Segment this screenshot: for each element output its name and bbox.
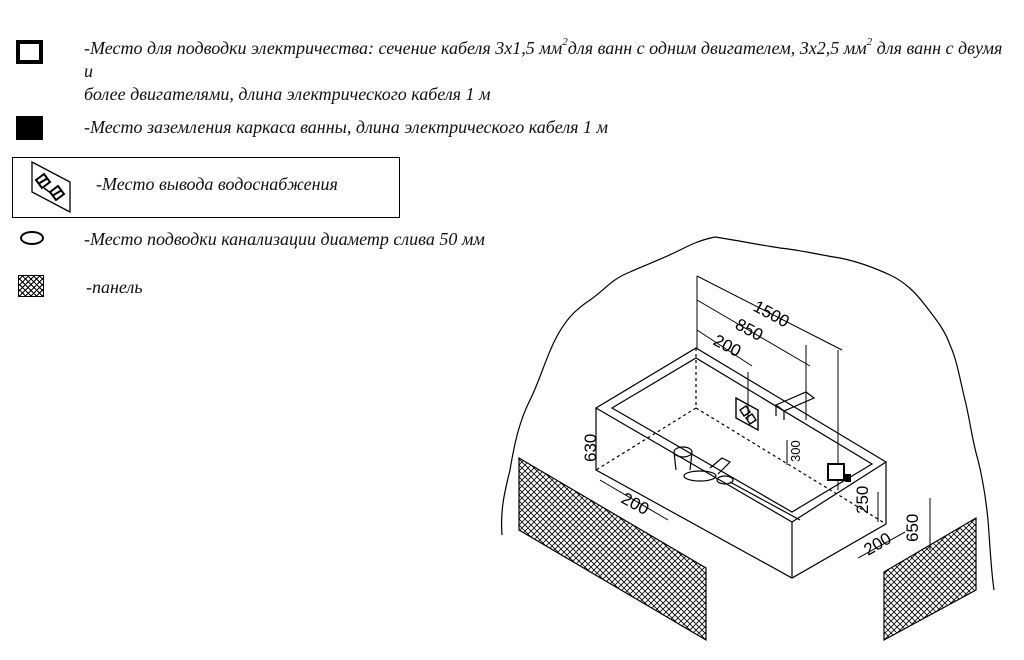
legend-power-text: -Место для подводки электричества: сечение кабеля 3х1,5 $мм^2для$ ванн с одним двигателем, 3х2,5 $мм^2$ для ванн с двумя и более двигателями, длина электрического кабеля 1 м — [84, 36, 1003, 104]
legend-panel-text: -панель — [86, 277, 143, 297]
water-outlet-symbol — [736, 398, 758, 430]
dim-650: 650 — [903, 513, 922, 542]
dim-200-water: 200 — [710, 330, 745, 361]
front-panel — [519, 458, 706, 640]
dim-200-side: 200 — [860, 528, 895, 560]
power-outlet-symbol — [828, 464, 851, 482]
dim-200-drain: 200 — [618, 488, 653, 519]
legend-drain-text: -Место подводки канализации диаметр слива 50 мм — [84, 229, 485, 249]
dim-1500: 1500 — [750, 296, 793, 332]
dim-250: 250 — [853, 485, 872, 514]
legend-water-text: -Место вывода водоснабжения — [96, 174, 338, 194]
dim-630: 630 — [581, 433, 600, 462]
dim-850: 850 — [732, 314, 767, 345]
drain-siphon — [674, 447, 800, 520]
legend-ground-text: -Место заземления каркаса ванны, длина электрического кабеля 1 м — [84, 117, 609, 137]
dim-300: 300 — [788, 440, 803, 462]
